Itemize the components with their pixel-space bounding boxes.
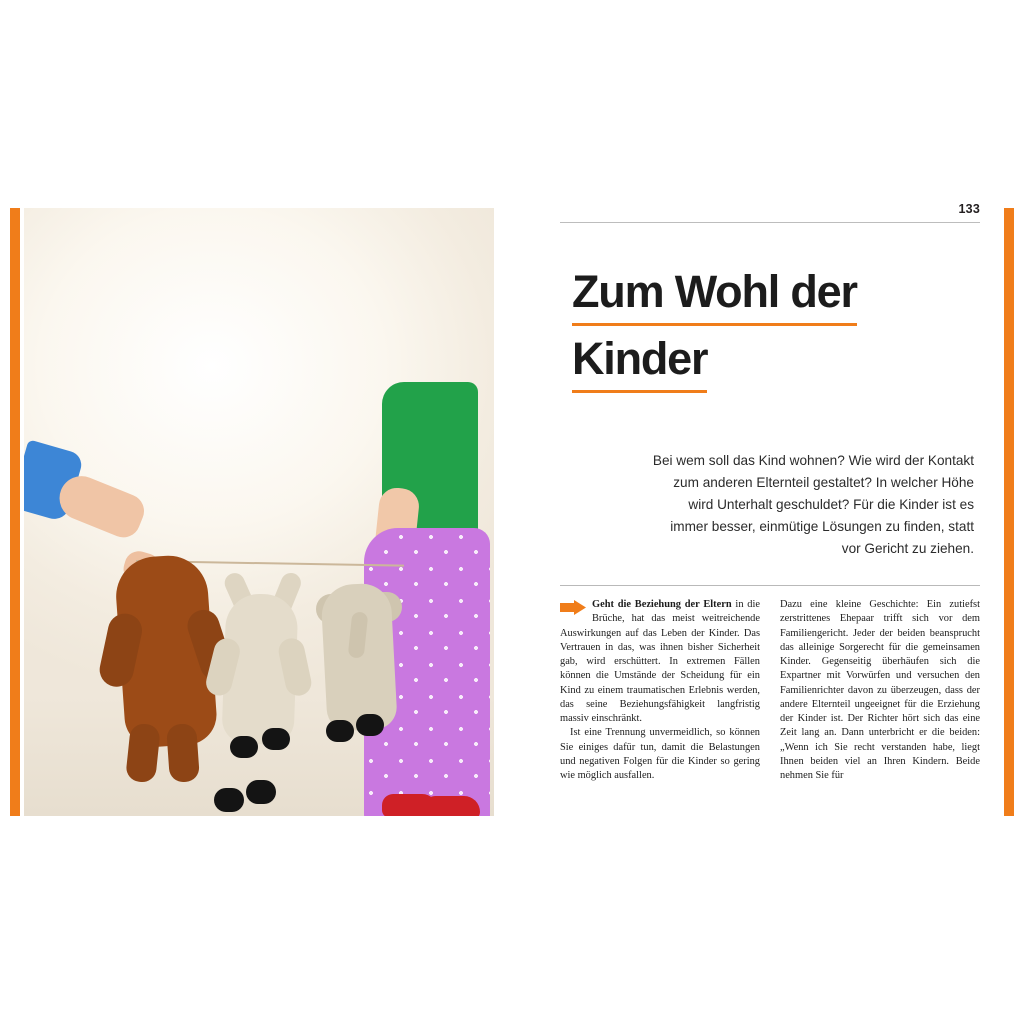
body-paragraph: Dazu eine kleine Geschichte: Ein zutiefst zerstrittenes Ehepaar trifft sich vor dem Familiengericht. Jeder der beiden beansprucht das alleinige Sorgerecht für die gemeinsamen Kinder. Gegenseitig überhäufen sich die Expartner mit Vorwürfen und versuchen den Familienrichter davon zu überzeugen, dass der andere Elternteil ungeeignet für die Erziehung der Kinder ist. Der Richter hört sich das eine Zeit lang an. Dann unterbricht er die beiden: „Wenn ich Sie recht verstanden habe, liegt Ihnen beiden viel an Ihren Kindern. Beide nehmen Sie für [780,599,980,781]
section-rule [560,585,980,586]
body-paragraph [560,598,760,726]
photo-illustration [24,208,494,816]
elephant-foot-right [356,714,384,736]
teddy-bear-foot-left [214,788,244,812]
body-column-right [780,598,980,783]
body-text: in die Brüche, hat das meist weitreichende Auswirkungen auf das Leben der Kinder. Das Vertrauen in das, was ihnen bisher Sicherheit gab, wird erschüttert. In extremen Fällen können die Umstände der Scheidung für ein Kind zu einem traumatischen Erlebnis werden, das seine Beziehungsfähigkeit langfristig massiv einschränkt. [560,599,760,724]
body-column-left [560,598,760,783]
page-number: 133 [958,202,980,216]
folio-rule [560,222,980,223]
brown-teddy-bear [113,553,218,749]
body-columns [560,598,980,783]
page-title-line-1: Zum Wohl der [572,265,857,326]
bunny-foot-right [262,728,290,750]
text-page [560,200,980,820]
teddy-bear-legs [128,724,206,798]
teddy-bear-foot-right [246,780,276,804]
elephant-foot-left [326,720,354,742]
body-paragraph: Ist eine Trennung unvermeidlich, so können Sie einiges dafür tun, damit die Belastungen und negativen Folgen für die Kinder so gering wie möglich ausfallen. [560,727,760,781]
bunny-foot-left [230,736,258,758]
page-title [572,265,980,393]
orange-edge-bar-left [10,208,20,816]
lead-paragraph: Bei wem soll das Kind wohnen? Wie wird der Kontakt zum anderen Elternteil gestaltet? In welcher Höhe wird Unterhalt geschuldet? Für die Kinder ist es immer besser, einmütige Lösungen zu finden, statt vor Gericht zu ziehen. [652,453,974,557]
arrow-right-icon [560,600,586,615]
red-shoe-right [424,796,480,816]
page-title-line-2: Kinder [572,332,707,393]
orange-edge-bar-right [1004,208,1014,816]
body-runin: Geht die Beziehung der Eltern [592,599,732,610]
